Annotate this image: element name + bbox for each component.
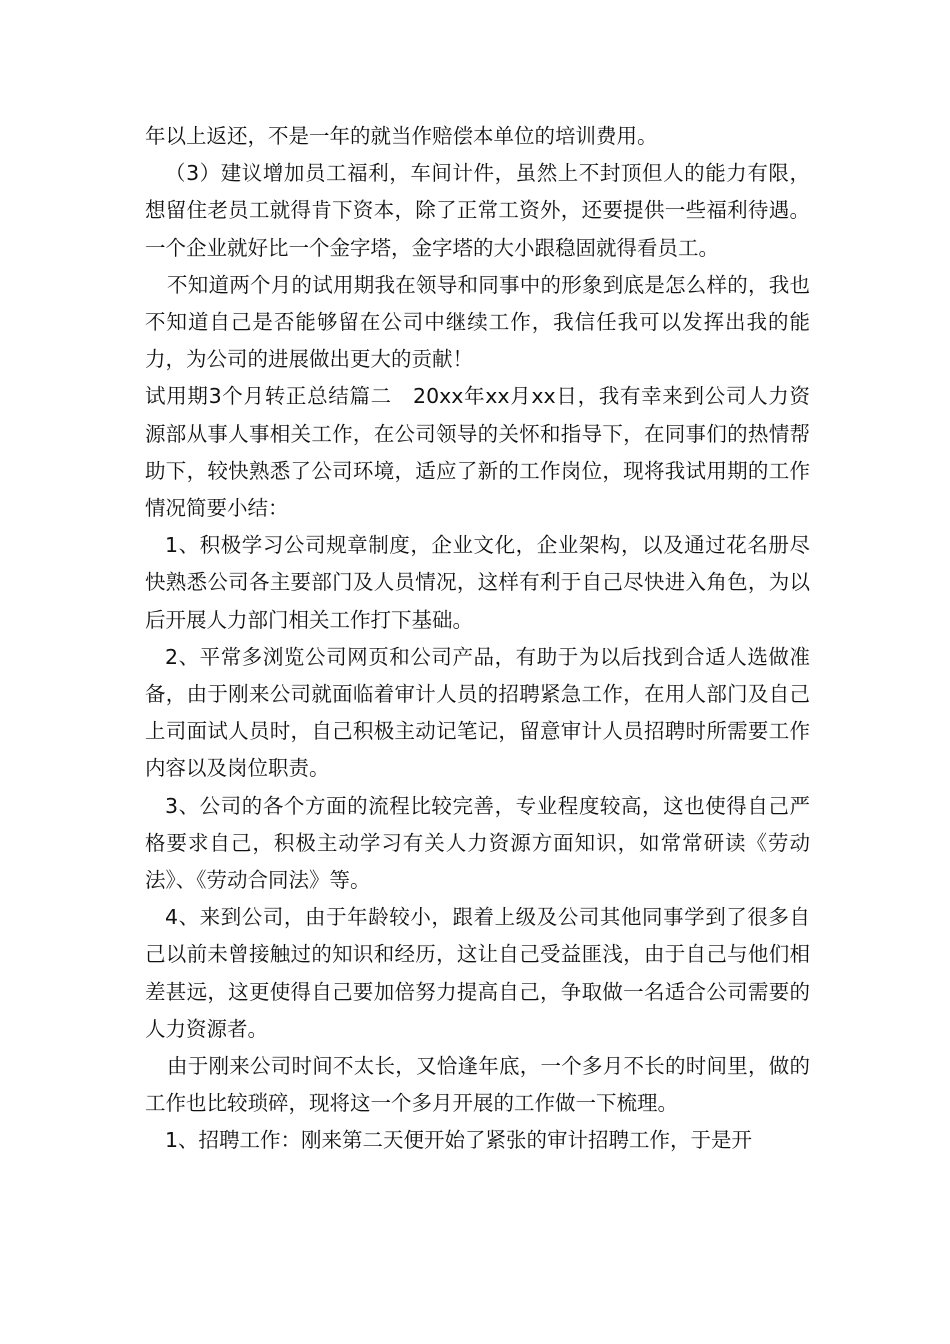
paragraph-1: 年以上返还，不是一年的就当作赔偿本单位的培训费用。 (145, 124, 658, 148)
paragraph-10: 1、招聘工作：刚来第二天便开始了紧张的审计招聘工作，于是开 (165, 1128, 753, 1153)
paragraph-5: 1、积极学习公司规章制度，企业文化，企业架构，以及通过花名册尽快熟悉公司各主要部门及人员情况，这样有利于自己尽快进入角色，为以后开展人力部门相关工作打下基础。 (145, 533, 810, 632)
paragraph-8: 4、来到公司，由于年龄较小，跟着上级及公司其他同事学到了很多自己以前未曾接触过的知识和经历，这让自己受益匪浅，由于自己与他们相差甚远，这更使得自己要加倍努力提高自己，争取做一名适合公司需要的人力资源者。 (145, 905, 810, 1041)
paragraph-9: 由于刚来公司时间不太长，又恰逢年底，一个多月不长的时间里，做的工作也比较琐碎，现将这一个多月开展的工作做一下梳理。 (145, 1054, 810, 1116)
paragraph-2: （3）建议增加员工福利，车间计件，虽然上不封顶但人的能力有限，想留住老员工就得肯下资本，除了正常工资外，还要提供一些福利待遇。一个企业就好比一个金字塔，金字塔的大小跟稳固就得看员工。 (145, 161, 810, 260)
paragraph-6: 2、平常多浏览公司网页和公司产品，有助于为以后找到合适人选做准备，由于刚来公司就面临着审计人员的招聘紧急工作，在用人部门及自己上司面试人员时，自己积极主动记笔记，留意审计人员招聘时所需要工作内容以及岗位职责。 (145, 644, 810, 781)
paragraph-3: 不知道两个月的试用期我在领导和同事中的形象到底是怎么样的，我也不知道自己是否能够留在公司中继续工作，我信任我可以发挥出我的能力，为公司的进展做出更大的贡献！ (145, 272, 810, 372)
paragraph-4-section-heading: 试用期3个月转正总结篇二 20xx年xx月xx日，我有幸来到公司人力资源部从事人事相关工作，在公司领导的关怀和指导下，在同事们的热情帮助下，较快熟悉了公司环境，适应了新的工作岗位，现将我试用期的工作情况简要小结： (145, 384, 810, 521)
document-body (145, 118, 810, 1160)
paragraph-7: 3、公司的各个方面的流程比较完善，专业程度较高，这也使得自己严格要求自己，积极主动学习有关人力资源方面知识，如常常研读《劳动法》、《劳动合同法》等。 (145, 793, 810, 893)
